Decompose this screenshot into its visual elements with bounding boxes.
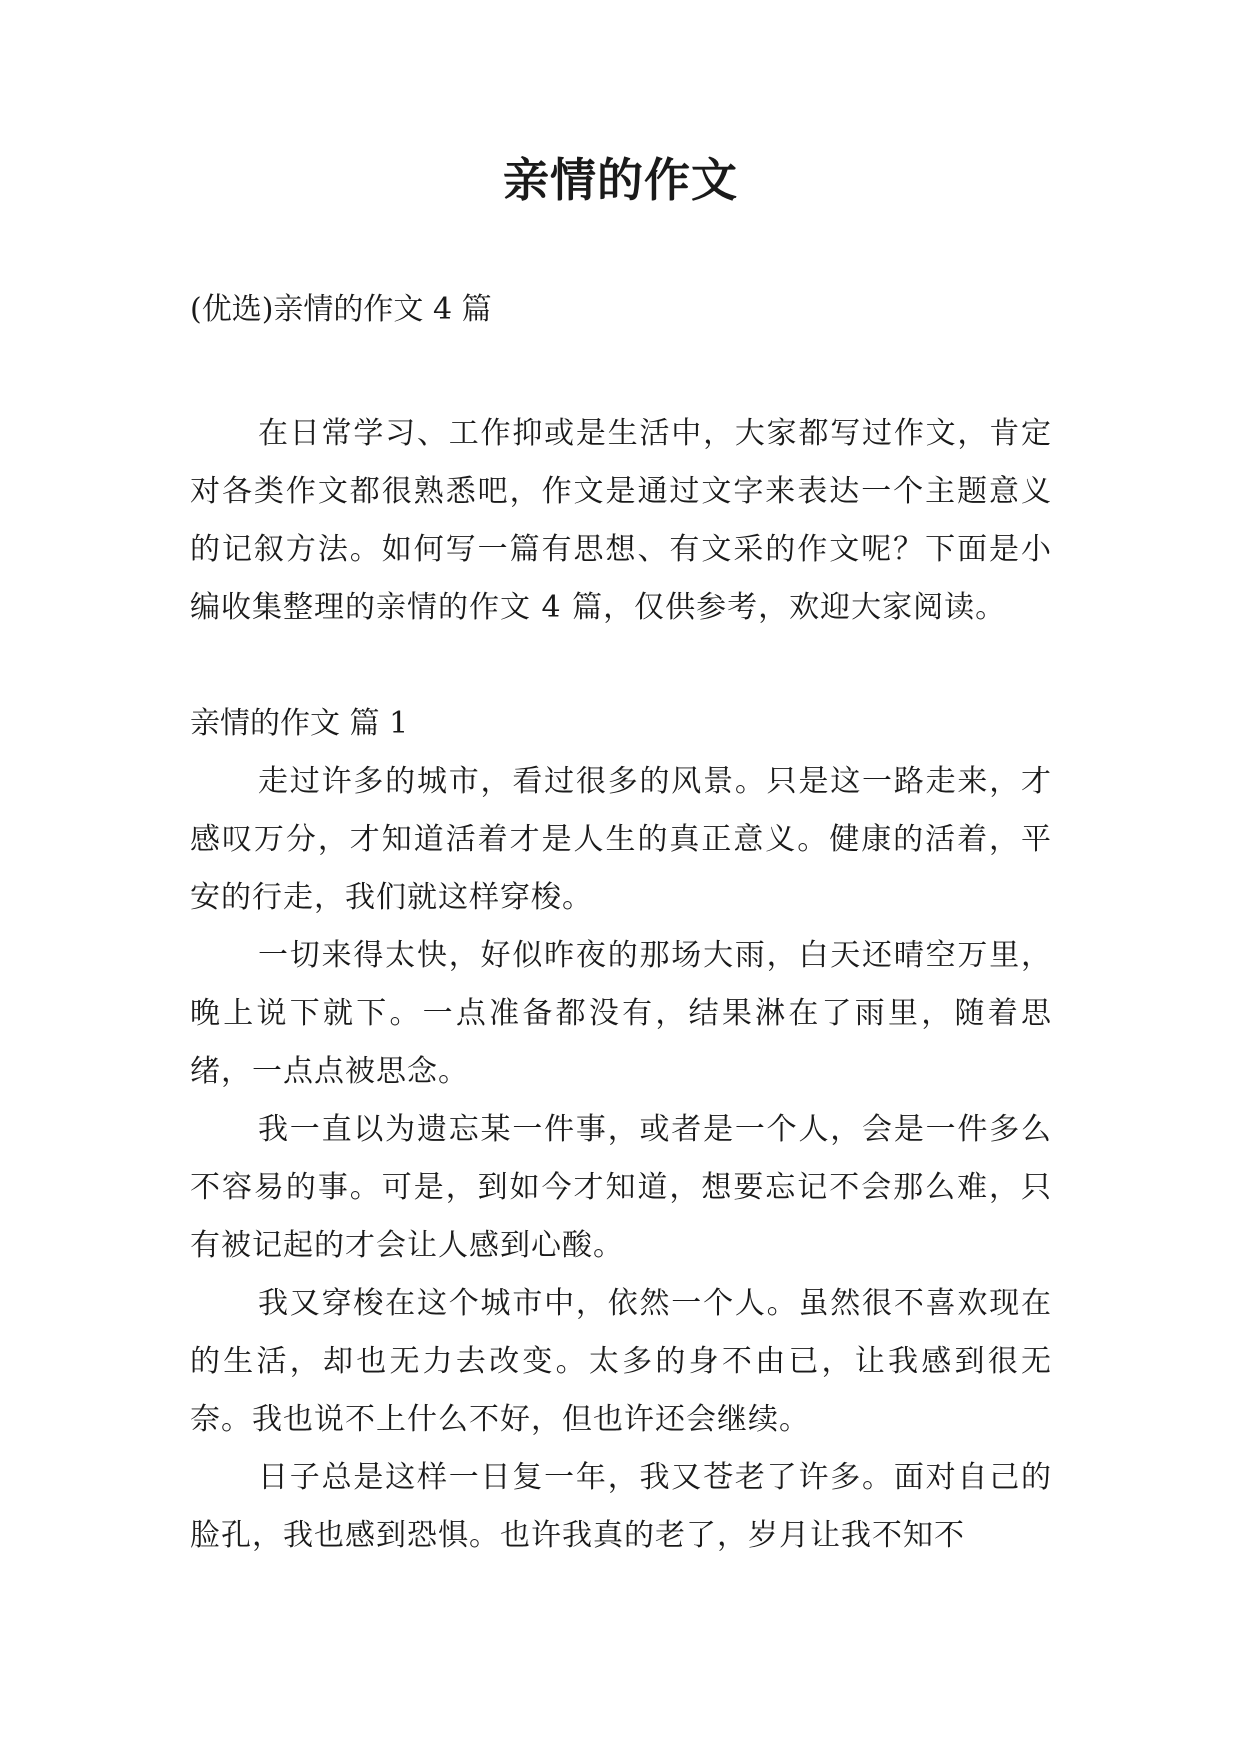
- body-paragraph: 走过许多的城市，看过很多的风景。只是这一路走来，才感叹万分，才知道活着才是人生的真正意义。健康的活着，平安的行走，我们就这样穿梭。: [190, 764, 1052, 915]
- intro-paragraph: 在日常学习、工作抑或是生活中，大家都写过作文，肯定对各类作文都很熟悉吧，作文是通过文字来表达一个主题意义的记叙方法。如何写一篇有思想、有文采的作文呢？下面是小编收集整理的亲情的作文 4 篇，仅供参考，欢迎大家阅读。: [190, 416, 1052, 625]
- body-paragraph: 我又穿梭在这个城市中，依然一个人。虽然很不喜欢现在的生活，却也无力去改变。太多的身不由已，让我感到很无奈。我也说不上什么不好，但也许还会继续。: [190, 1286, 1052, 1437]
- section-heading: 亲情的作文 篇 1: [190, 706, 409, 741]
- body-paragraph: 一切来得太快，好似昨夜的那场大雨，白天还晴空万里，晚上说下就下。一点准备都没有，结果淋在了雨里，随着思绪，一点点被思念。: [190, 938, 1052, 1089]
- body-paragraph: 我一直以为遗忘某一件事，或者是一个人，会是一件多么不容易的事。可是，到如今才知道，想要忘记不会那么难，只有被记起的才会让人感到心酸。: [190, 1112, 1052, 1263]
- body-paragraph: 日子总是这样一日复一年，我又苍老了许多。面对自己的脸孔，我也感到恐惧。也许我真的老了，岁月让我不知不: [190, 1460, 1052, 1553]
- page-title: 亲情的作文: [503, 153, 738, 207]
- document-subtitle: (优选)亲情的作文 4 篇: [190, 292, 492, 327]
